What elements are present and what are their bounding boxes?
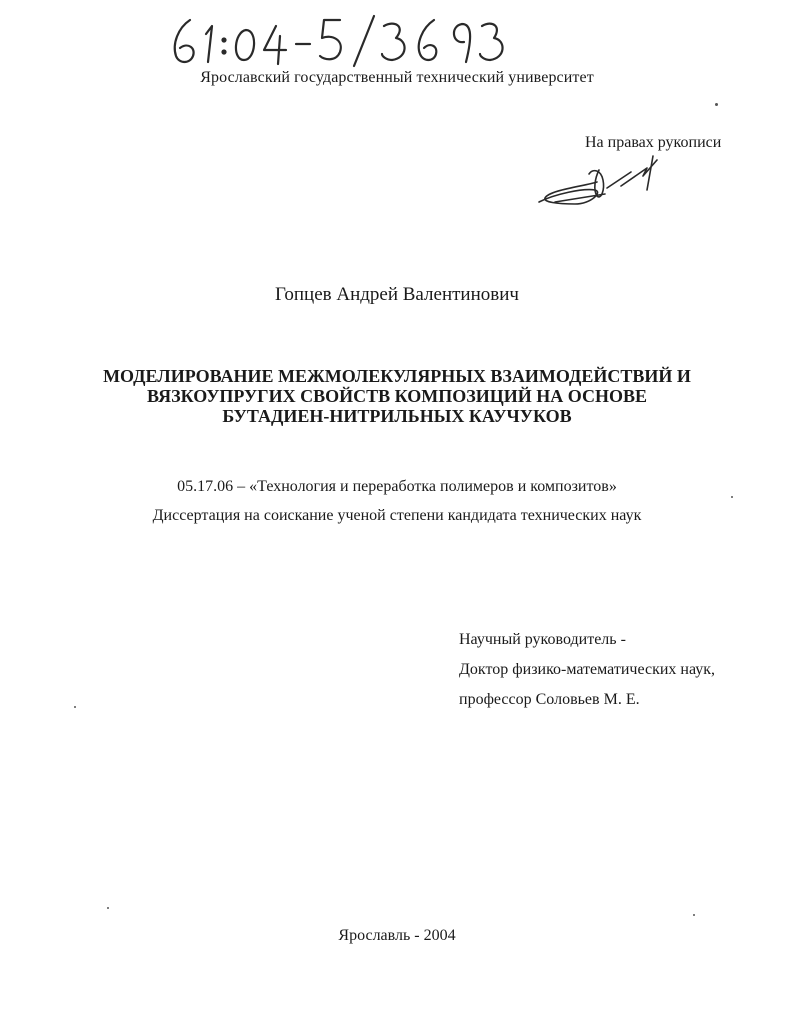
university-name: Ярославский государственный технический университет (200, 69, 594, 86)
handwritten-signature (535, 150, 675, 212)
supervisor-degree: Доктор физико-математических наук, (459, 661, 716, 678)
scan-speck (731, 496, 733, 498)
city-year: Ярославль - 2004 (338, 927, 456, 944)
manuscript-rights-label: На правах рукописи (585, 134, 722, 151)
author-name: Гопцев Андрей Валентинович (275, 284, 519, 305)
specialty-code: 05.17.06 – «Технология и переработка полимеров и композитов» (177, 478, 617, 495)
handwritten-archive-number (168, 12, 508, 72)
supervisor-name: профессор Соловьев М. Е. (459, 691, 640, 708)
supervisor-block (459, 625, 715, 715)
title-line-2: ВЯЗКОУПРУГИХ СВОЙСТВ КОМПОЗИЦИЙ НА ОСНОВЕ (147, 386, 647, 406)
title-line-1: МОДЕЛИРОВАНИЕ МЕЖМОЛЕКУЛЯРНЫХ ВЗАИМОДЕЙСТВИЙ И (103, 366, 691, 386)
dissertation-degree-statement: Диссертация на соискание ученой степени кандидата технических наук (152, 507, 642, 524)
dissertation-title (0, 366, 794, 426)
title-line-3: БУТАДИЕН-НИТРИЛЬНЫХ КАУЧУКОВ (222, 406, 572, 426)
scan-speck (715, 103, 718, 106)
scan-speck (74, 706, 76, 708)
scan-speck (693, 914, 695, 916)
supervisor-role: Научный руководитель - (459, 631, 626, 648)
scan-speck (107, 907, 109, 909)
